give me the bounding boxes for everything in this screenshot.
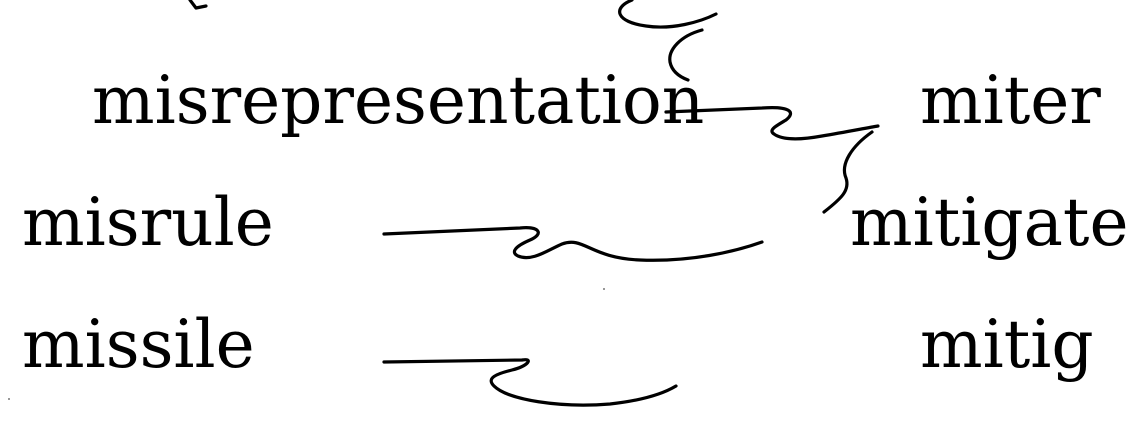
connector-stroke-row3 bbox=[384, 360, 676, 405]
word-mitig: mitig bbox=[920, 306, 1094, 383]
top-cutoff-letter-fragment bbox=[190, 0, 206, 8]
connector-stroke-row2 bbox=[384, 228, 762, 261]
word-miter: miter bbox=[920, 62, 1101, 139]
paper-speck bbox=[8, 398, 10, 400]
word-mitigate: mitigate bbox=[850, 184, 1129, 261]
word-misrule: misrule bbox=[22, 184, 274, 261]
word-missile: missile bbox=[22, 306, 255, 383]
paper-speck bbox=[603, 288, 605, 290]
word-misrepresentation: misrepresentation bbox=[92, 62, 705, 139]
top-squiggle-stroke bbox=[620, 0, 716, 27]
